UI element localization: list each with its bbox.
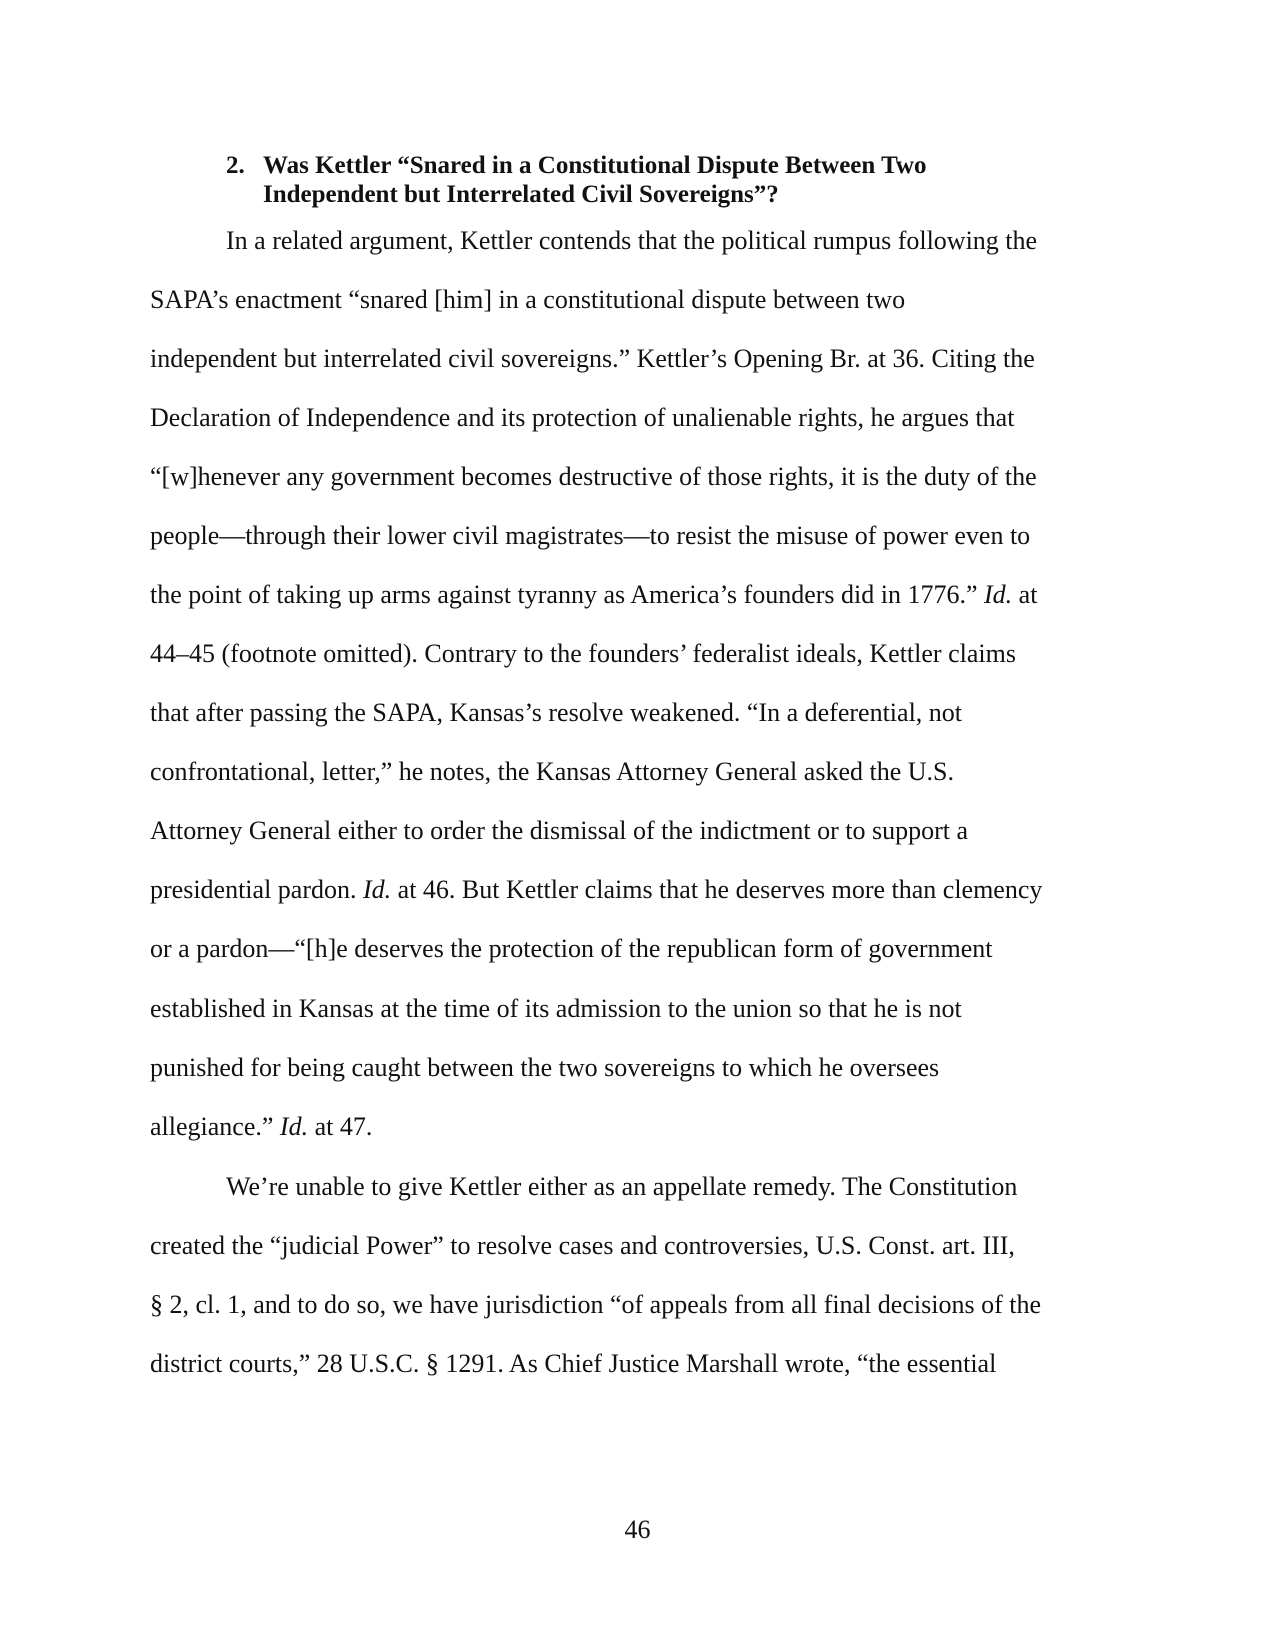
body-text: at [1012,580,1038,609]
body-line: “[w]henever any government becomes destructive of those rights, it is the duty of the [150,462,1037,491]
body-line: 44–45 (footnote omitted). Contrary to the founders’ federalist ideals, Kettler claims [150,639,1016,668]
body-text: at 47. [308,1112,373,1141]
body-text: the point of taking up arms against tyranny as America’s founders did in 1776.” [150,580,984,609]
citation-id: Id. [984,580,1013,609]
body-line [150,1112,372,1142]
body-line: district courts,” 28 U.S.C. § 1291. As Chief Justice Marshall wrote, “the essential [150,1349,997,1378]
section-heading [226,151,1126,209]
citation-id: Id. [279,1112,309,1141]
body-line: punished for being caught between the two sovereigns to which he oversees [150,1053,940,1082]
body-line: § 2, cl. 1, and to do so, we have jurisdiction “of appeals from all final decisions of the [150,1290,1041,1319]
body-line: In a related argument, Kettler contends that the political rumpus following the [226,226,1038,255]
body-line: SAPA’s enactment “snared [him] in a constitutional dispute between two [150,285,906,314]
body-line: people—through their lower civil magistrates—to resist the misuse of power even to [150,521,1031,550]
heading-line-2: Independent but Interrelated Civil Sovereigns”? [263,181,779,208]
body-text: at 46. But Kettler claims that he deserves more than clemency [391,875,1043,904]
body-text: allegiance.” [150,1112,280,1141]
body-line [150,875,1042,905]
heading-number: 2. [226,152,245,179]
body-line: established in Kansas at the time of its admission to the union so that he is not [150,994,962,1023]
heading-line-1: Was Kettler “Snared in a Constitutional Dispute Between Two [263,152,927,179]
body-line: independent but interrelated civil sovereigns.” Kettler’s Opening Br. at 36. Citing the [150,344,1035,373]
body-line: Declaration of Independence and its protection of unalienable rights, he argues that [150,403,1015,432]
citation-id: Id. [363,875,392,904]
body-line: We’re unable to give Kettler either as an appellate remedy. The Constitution [226,1172,1018,1201]
body-line: created the “judicial Power” to resolve cases and controversies, U.S. Const. art. III, [150,1231,1015,1260]
body-line [150,580,1037,610]
body-line: Attorney General either to order the dismissal of the indictment or to support a [150,816,969,845]
body-line: that after passing the SAPA, Kansas’s resolve weakened. “In a deferential, not [150,698,963,727]
body-text: presidential pardon. [150,875,363,904]
body-line: confrontational, letter,” he notes, the Kansas Attorney General asked the U.S. [150,757,954,786]
page-number: 46 [624,1515,651,1544]
body-line: or a pardon—“[h]e deserves the protection of the republican form of government [150,934,993,963]
